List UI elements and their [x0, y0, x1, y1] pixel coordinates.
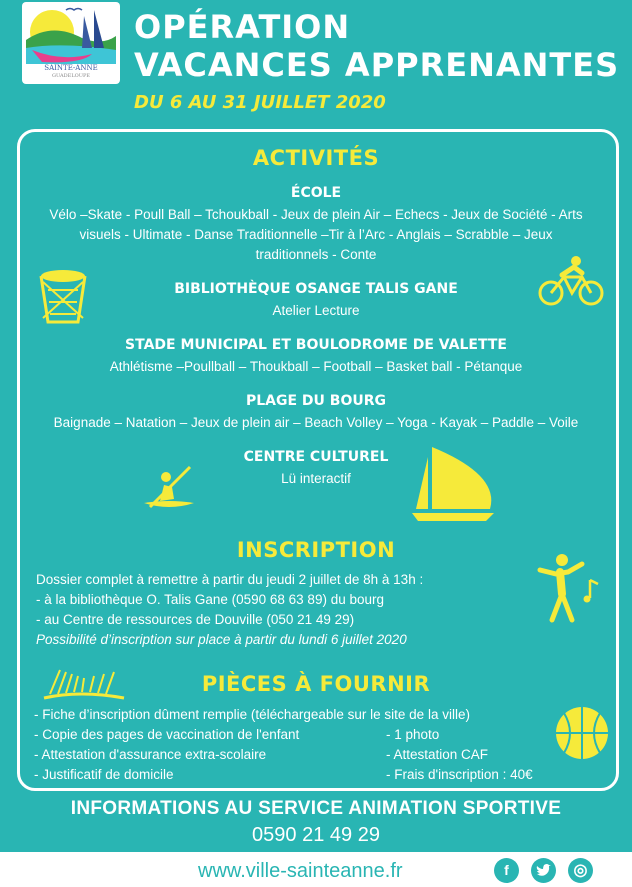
basketball-icon — [554, 705, 610, 761]
book-icon — [40, 664, 128, 704]
inscription-note: Possibilité d’inscription sur place à partir du lundi 6 juillet 2020 — [36, 632, 407, 647]
title-line-2: VACANCES APPRENANTES — [134, 46, 620, 84]
bibliotheque-heading: BIBLIOTHÈQUE OSANGE TALIS GANE — [174, 281, 458, 297]
pieces-item-1: - Fiche d’inscription dûment remplie (téléchargeable sur le site de la ville) — [34, 707, 470, 722]
title-line-1: OPÉRATION — [134, 8, 351, 46]
activites-title: ACTIVITÉS — [252, 146, 380, 170]
plage-heading: PLAGE DU BOURG — [245, 393, 387, 409]
kayak-icon — [142, 465, 196, 511]
plage-text: Baignade – Natation – Jeux de plein air – Beach Volley – Yoga - Kayak – Paddle – Voile — [53, 415, 579, 430]
inscription-line-3: - au Centre de ressources de Douville (050 21 49 29) — [36, 612, 355, 627]
pieces-left-3: - Justificatif de domicile — [34, 767, 174, 782]
inscription-title: INSCRIPTION — [236, 538, 396, 562]
logo-sublabel: GUADELOUPE — [52, 73, 90, 79]
ecole-line-2: visuels - Ultimate - Danse Traditionnelle –Tir à l’Arc - Anglais – Scrabble – Jeux — [79, 227, 553, 242]
facebook-icon[interactable]: f — [494, 858, 519, 883]
info-title: INFORMATIONS AU SERVICE ANIMATION SPORTIVE — [70, 798, 562, 819]
ecole-heading: ÉCOLE — [290, 185, 342, 201]
stade-heading: STADE MUNICIPAL ET BOULODROME DE VALETTE — [125, 337, 507, 353]
town-logo — [22, 2, 120, 84]
drum-icon — [38, 268, 88, 326]
pieces-left-1: - Copie des pages de vaccination de l'enfant — [34, 727, 300, 742]
pieces-right-2: - Attestation CAF — [386, 747, 489, 762]
pieces-right-1: - 1 photo — [386, 727, 440, 742]
dancer-icon — [536, 550, 602, 624]
ecole-line-1: Vélo –Skate - Poull Ball – Tchoukball - Jeux de plein Air – Echecs - Jeux de Société - Arts — [49, 207, 583, 222]
twitter-bird-icon — [531, 858, 556, 883]
bibliotheque-text: Atelier Lecture — [272, 303, 360, 318]
centre-text: Lü interactif — [281, 471, 351, 486]
twitter-icon[interactable] — [531, 858, 556, 883]
event-dates: DU 6 AU 31 JUILLET 2020 — [134, 92, 386, 113]
pieces-right-3: - Frais d'inscription : 40€ — [386, 767, 533, 782]
footer — [0, 852, 632, 887]
logo-icon — [22, 2, 120, 64]
centre-heading: CENTRE CULTUREL — [243, 449, 389, 465]
pieces-left-2: - Attestation d'assurance extra-scolaire — [34, 747, 267, 762]
instagram-icon[interactable]: ◎ — [568, 858, 593, 883]
sailboat-icon — [410, 445, 495, 525]
info-phone: 0590 21 49 29 — [252, 824, 380, 846]
ecole-line-3: traditionnels - Conte — [255, 247, 377, 262]
stade-text: Athlétisme –Poullball – Thoukball – Football – Basket ball - Pétanque — [109, 359, 523, 374]
inscription-line-2: - à la bibliothèque O. Talis Gane (0590 68 63 89) du bourg — [36, 592, 384, 607]
inscription-line-1: Dossier complet à remettre à partir du jeudi 2 juillet de 8h à 13h : — [36, 572, 424, 587]
pieces-title: PIÈCES À FOURNIR — [201, 672, 431, 696]
cyclist-icon — [538, 255, 604, 307]
logo-label: SAINTE-ANNE — [44, 64, 98, 72]
website-link[interactable]: www.ville-sainteanne.fr — [198, 860, 403, 882]
